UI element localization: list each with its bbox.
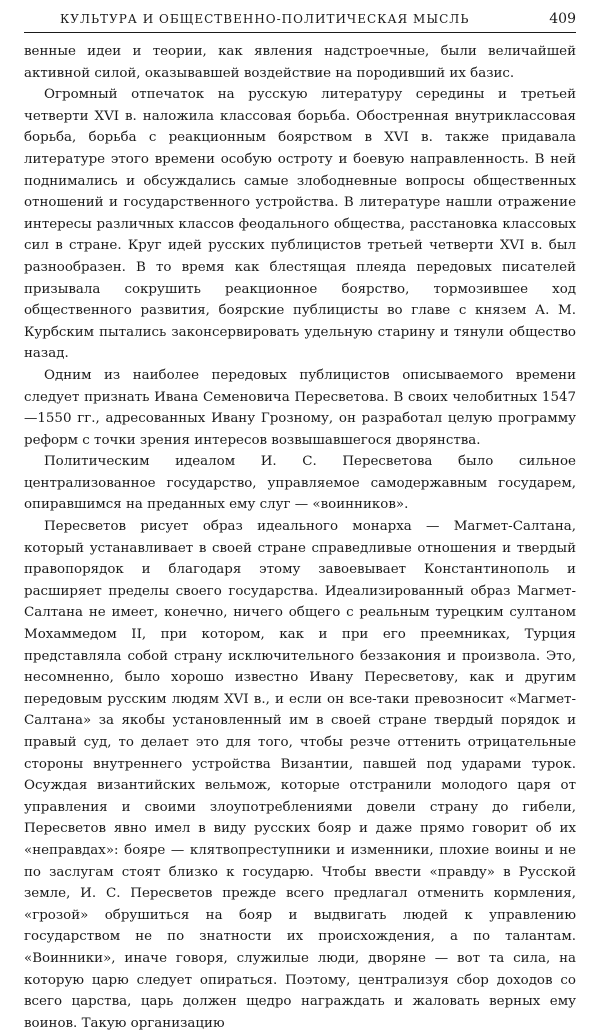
paragraph-political-ideal: Политическим идеалом И. С. Пересветова было сильное централизованное государство, управляемое самодержавным государем, опиравшимся на преданных ему слуг — «воинников». (24, 454, 576, 513)
paragraph-continued: венные идеи и теории, как явления надстроечные, были величайшей активной силой, оказывавшей воздействие на породивший их базис. (24, 44, 576, 81)
body-text (24, 41, 576, 1034)
paragraph-magmet-saltan: Пересветов рисует образ идеального монарха — Магмет-Салтана, который устанавливает в своей стране справедливые отношения и твердый правопорядок и благодаря этому завоевывает Константинополь и расширяет пределы своего государства. Идеализированный образ Магмет-Салтана не имеет, конечно, ничего общего с реальным турецким султаном Мохаммедом II, при котором, как и при его преемниках, Турция представляла собой страну исключительного беззакония и произвола. Это, несомненно, было хорошо известно Ивану Пересветову, как и другим передовым русским людям XVI в., и если он все-таки превозносит «Магмет-Салтана» за якобы установленный им в своей стране твердый порядок и правый суд, то делает это для того, чтобы резче оттенить отрицательные стороны внутреннего устройства Византии, павшей под ударами турок. Осуждая византийских вельмож, которые отстранили молодого царя от управления и своими злоупотреблениями довели страну до гибели, Пересветов явно имел в виду русских бояр и даже прямо говорит об их «неправдах»: бояре — клятвопреступники и изменники, плохие воины и не по заслугам стоят близко к государю. Чтобы ввести «правду» в Русской земле, И. С. Пересветов прежде всего предлагал отменить кормления, «грозой» обрушиться на бояр и выдвигать людей к управлению государством не по знатности их происхождения, а по талантам. «Воинники», иначе говоря, служилые люди, дворяне — вот та сила, на которую царю следует опираться. Поэтому, централизуя сбор доходов со всего царства, царь должен щедро награждать и жаловать верных ему воинов. Такую организацию (24, 519, 576, 1031)
paragraph-peresvetov-intro: Одним из наиболее передовых публицистов описываемого времени следует признать Ивана Семеновича Пересветова. В своих челобитных 1547—1550 гг., адресованных Ивану Грозному, он разработал целую программу реформ с точки зрения интересов возвышавшегося дворянства. (24, 367, 576, 448)
running-title: КУЛЬТУРА И ОБЩЕСТВЕННО-ПОЛИТИЧЕСКАЯ МЫСЛЬ (60, 12, 470, 26)
page-number: 409 (549, 11, 576, 27)
book-page (24, 10, 576, 1031)
running-header (24, 10, 576, 33)
paragraph-class-struggle: Огромный отпечаток на русскую литературу середины и третьей четверти XVI в. наложила классовая борьба. Обостренная внутриклассовая борьба, борьба с реакционным боярством в XVI в. также придавала литературе этого времени особую остроту и боевую направленность. В ней поднимались и обсуждались самые злободневные вопросы общественных отношений и государственного устройства. В литературе нашли отражение интересы различных классов феодального общества, расстановка классовых сил в стране. Круг идей русских публицистов третьей четверти XVI в. был разнообразен. В то время как блестящая плеяда передовых писателей призывала сокрушить реакционное боярство, тормозившее ход общественного развития, боярские публицисты во главе с князем А. М. Курбским пытались законсервировать удельную старину и тянули общество назад. (24, 87, 576, 362)
